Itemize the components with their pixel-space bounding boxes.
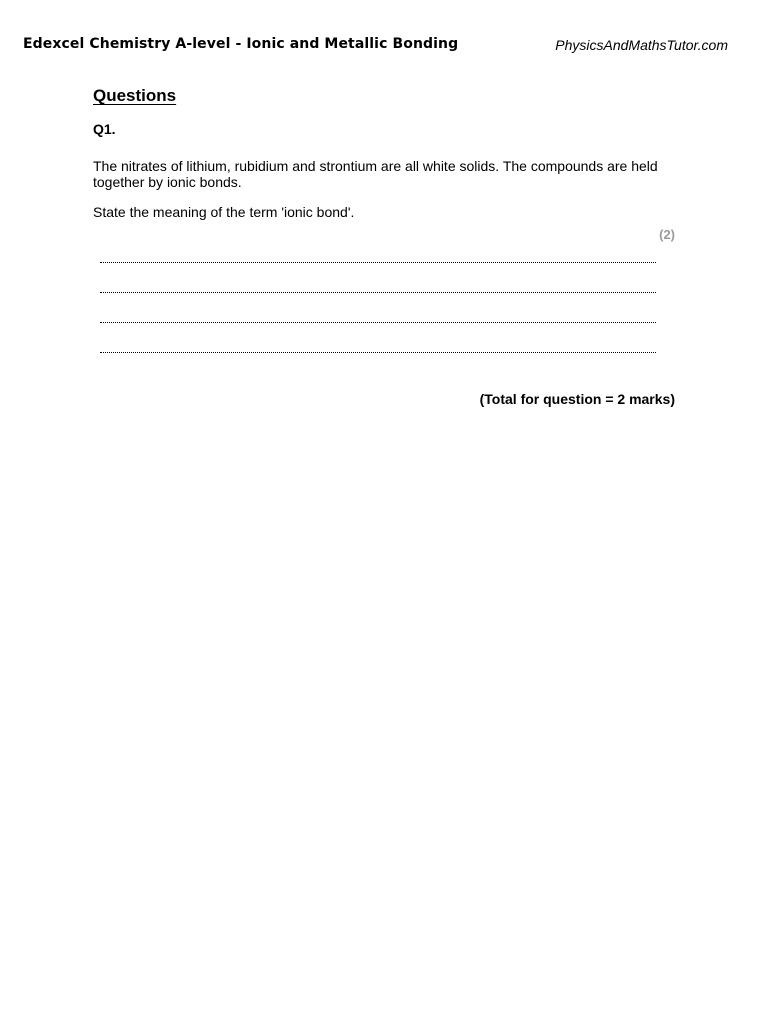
- marks-allocation: (2): [659, 227, 675, 242]
- document-title: Edexcel Chemistry A-level - Ionic and Metallic Bonding: [23, 36, 459, 52]
- answer-line: [100, 280, 656, 310]
- answer-line: [100, 340, 656, 370]
- question-stem: The nitrates of lithium, rubidium and strontium are all white solids. The compounds are held together by ionic bonds.: [93, 158, 658, 190]
- answer-area: [100, 250, 656, 370]
- answer-line: [100, 310, 656, 340]
- section-heading: Questions: [93, 86, 177, 105]
- answer-line: [100, 250, 656, 280]
- site-name: PhysicsAndMathsTutor.com: [555, 37, 728, 53]
- total-marks: (Total for question = 2 marks): [479, 391, 675, 407]
- question-number: Q1.: [93, 121, 116, 137]
- question-instruction: State the meaning of the term 'ionic bond'.: [93, 204, 355, 220]
